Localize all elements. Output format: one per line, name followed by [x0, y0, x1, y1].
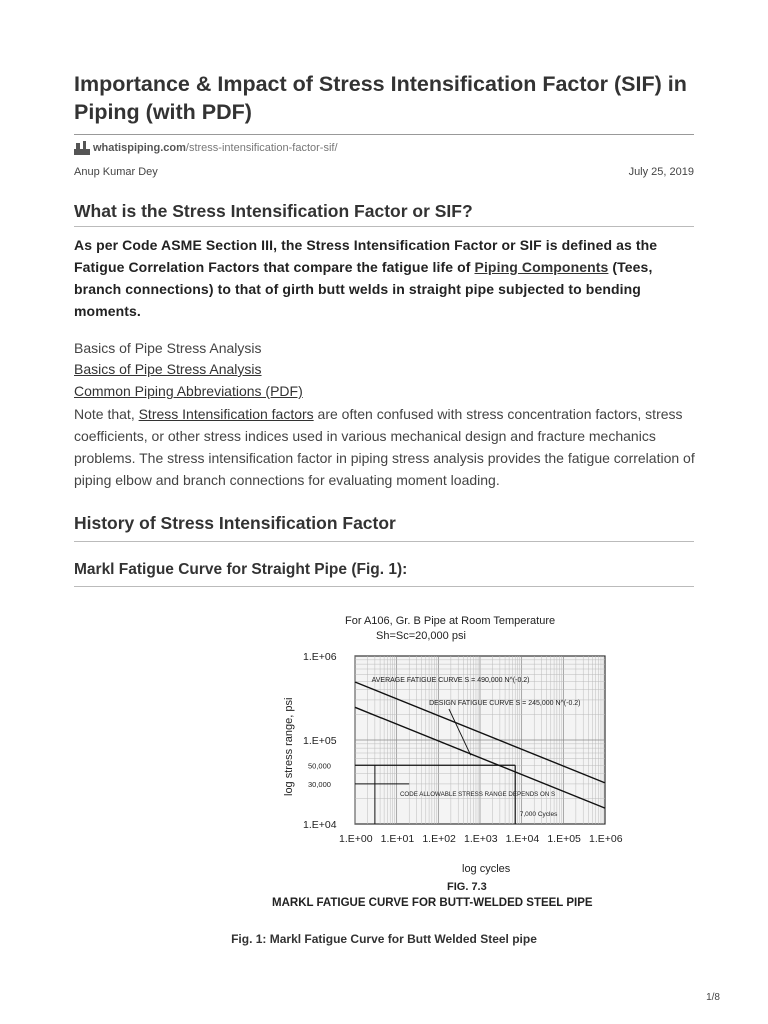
y-extra-label: 30,000 — [308, 779, 331, 789]
x-tick-label: 1.E+02 — [422, 833, 456, 845]
annotation-7000-cycles: 7,000 Cycles — [519, 811, 558, 818]
lead-text-1: As per Code ASME Section III, the Stress Intensification Factor or SIF is defined as the Fatigue Correlation Factors that compare the fatigue life of — [74, 237, 658, 275]
note-paragraph — [74, 403, 698, 491]
x-axis-label: log cycles — [462, 863, 511, 875]
source-line — [74, 141, 338, 155]
y-tick-label: 1.E+05 — [303, 735, 337, 747]
annotation-code-allowable: CODE ALLOWABLE STRESS RANGE DEPENDS ON S — [399, 790, 556, 798]
section-divider — [74, 586, 694, 587]
page-title: Importance & Impact of Stress Intensification Factor (SIF) in Piping (with PDF) — [74, 72, 687, 124]
plot-area — [303, 651, 623, 845]
note-text-2: are often confused with stress concentration factors, stress coefficients, or other stress indices used in various mechanical design and fracture mechanics problems. The stress intensification factor in piping stress analysis provides the fatigue correlation of piping elbow and branch connections for evaluating moment loading. — [74, 406, 695, 488]
whatispiping-logo-icon — [74, 141, 90, 155]
chart-subtitle: Sh=Sc=20,000 psi — [376, 630, 466, 642]
x-tick-label: 1.E+06 — [589, 833, 623, 845]
y-axis-label: log stress range, psi — [283, 697, 295, 796]
section-divider — [74, 541, 694, 542]
author: Anup Kumar Dey — [74, 166, 158, 178]
figure-caption: Fig. 1: Markl Fatigue Curve for Butt Welded Steel pipe — [231, 932, 537, 946]
y-tick-label: 1.E+06 — [303, 651, 337, 663]
title-divider — [74, 134, 694, 135]
section-heading-history: History of Stress Intensification Factor — [74, 513, 396, 533]
annotation-design-curve: DESIGN FATIGUE CURVE S = 245,000 N^(-0.2) — [429, 700, 581, 707]
related-text: Basics of Pipe Stress Analysis — [74, 340, 262, 356]
x-tick-label: 1.E+00 — [339, 833, 373, 845]
page-number: 1/8 — [706, 992, 720, 1003]
piping-abbreviations-link[interactable]: Common Piping Abbreviations (PDF) — [74, 383, 303, 399]
annotation-average-curve: AVERAGE FATIGUE CURVE S = 490,000 N^(-0.2) — [371, 677, 530, 684]
section-divider — [74, 226, 694, 227]
source-path[interactable]: /stress-intensification-factor-sif/ — [185, 142, 338, 154]
x-tick-label: 1.E+05 — [547, 833, 581, 845]
x-tick-label: 1.E+04 — [505, 833, 540, 845]
note-text-1: Note that, — [74, 406, 139, 422]
section-heading-sif: What is the Stress Intensification Factor or SIF? — [74, 201, 473, 221]
lead-text-2: (Tees, branch connections) to that of girth butt welds in straight pipe subjected to bending moments. — [74, 259, 653, 319]
markl-fatigue-chart — [200, 606, 680, 911]
subsection-heading-markl: Markl Fatigue Curve for Straight Pipe (Fig. 1): — [74, 561, 408, 578]
fig-title: MARKL FATIGUE CURVE FOR BUTT-WELDED STEEL PIPE — [272, 897, 593, 909]
x-tick-label: 1.E+03 — [464, 833, 498, 845]
chart-title: For A106, Gr. B Pipe at Room Temperature — [345, 615, 556, 627]
basics-pipe-stress-link[interactable]: Basics of Pipe Stress Analysis — [74, 361, 262, 377]
stress-intensification-link[interactable]: Stress Intensification factors — [138, 406, 314, 422]
y-extra-label: 50,000 — [308, 761, 331, 771]
x-tick-label: 1.E+01 — [380, 833, 415, 845]
fig-number: FIG. 7.3 — [447, 881, 487, 893]
source-domain[interactable]: whatispiping.com — [93, 142, 186, 154]
lead-paragraph — [74, 234, 698, 322]
y-tick-label: 1.E+04 — [303, 819, 337, 831]
publish-date: July 25, 2019 — [628, 166, 694, 178]
piping-components-link[interactable]: Piping Components — [474, 259, 609, 275]
